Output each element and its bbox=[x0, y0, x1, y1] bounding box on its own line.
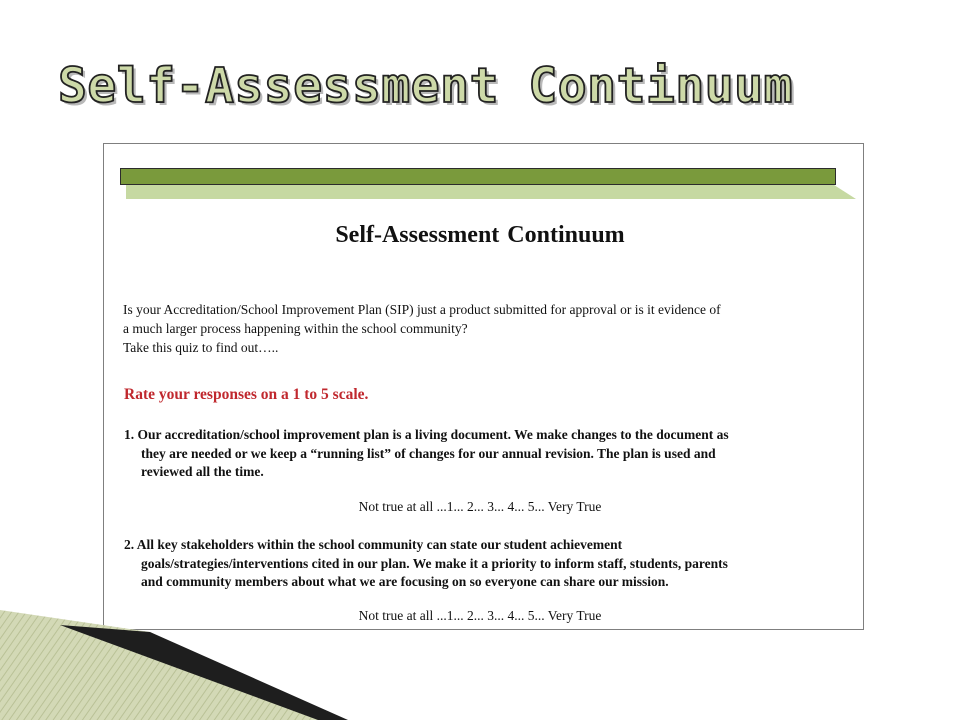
slide-title: Self-Assessment Continuum bbox=[58, 58, 793, 114]
question-line: goals/strategies/interventions cited in our plan. We make it a priority to inform staff, students, parents bbox=[141, 555, 728, 571]
rating-scale-2: Not true at all ...1... 2... 3... 4... 5... Very True bbox=[358, 608, 602, 623]
document-heading: Self-Assessment Continuum bbox=[335, 222, 625, 248]
question-line: 1. Our accreditation/school improvement plan is a living document. We make changes to the document as bbox=[124, 427, 729, 442]
question-line: and community members about what we are focusing on so everyone can share our mission. bbox=[141, 574, 669, 589]
intro-line: Take this quiz to find out….. bbox=[123, 340, 279, 355]
intro-line: a much larger process happening within the school community? bbox=[123, 321, 468, 336]
question-line: 2. All key stakeholders within the school community can state our student achievement bbox=[124, 537, 623, 552]
question-line: they are needed or we keep a “running list” of changes for our annual revision. The plan is used and bbox=[141, 445, 716, 461]
rating-instruction: Rate your responses on a 1 to 5 scale. bbox=[124, 386, 369, 403]
intro-line: Is your Accreditation/School Improvement Plan (SIP) just a product submitted for approval or is it evidence of bbox=[123, 302, 721, 317]
question-line: reviewed all the time. bbox=[141, 464, 264, 479]
rating-scale-1: Not true at all ...1... 2... 3... 4... 5... Very True bbox=[358, 499, 602, 514]
